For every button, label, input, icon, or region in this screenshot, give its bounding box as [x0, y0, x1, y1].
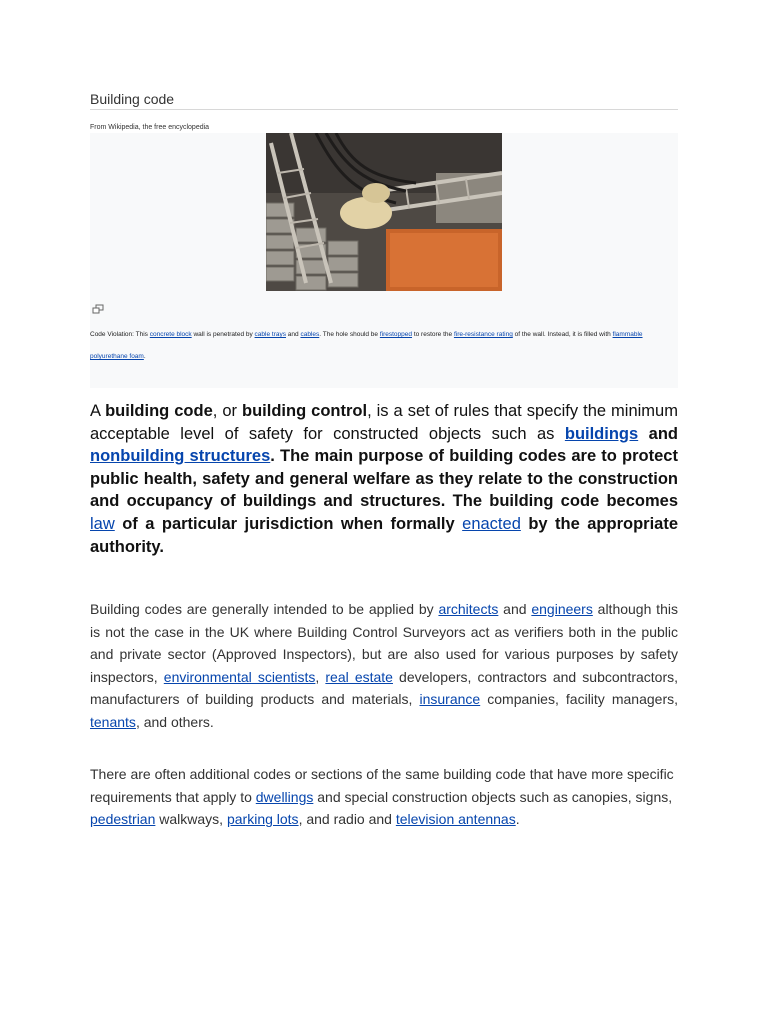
link-tenants[interactable]: tenants [90, 713, 136, 730]
body-text: , and radio and [298, 811, 396, 828]
enlarge-icon[interactable] [92, 301, 104, 311]
link-environmental-scientists[interactable]: environmental scientists [163, 668, 316, 685]
body-text: developers, contractors and subcontractors, manufacturers of building products and materials, [90, 668, 679, 708]
link-concrete-block[interactable]: concrete block [149, 331, 192, 338]
lead-paragraph [90, 400, 678, 558]
caption-text: . [143, 353, 146, 360]
lead-text: , or [212, 402, 242, 420]
caption-text: . The hole should be [319, 331, 380, 338]
link-firestopped[interactable]: firestopped [379, 331, 413, 338]
term-building-control: building control [242, 402, 368, 420]
figure-image[interactable] [266, 133, 502, 291]
caption-text: and [285, 331, 301, 338]
body-text: , [315, 668, 326, 685]
body-paragraph-1 [90, 598, 678, 734]
link-insurance[interactable]: insurance [419, 691, 481, 708]
lead-text: by the appropriate authority. [90, 514, 679, 556]
link-architects[interactable]: architects [438, 601, 499, 617]
link-parking-lots[interactable]: parking lots [226, 811, 299, 828]
body-text: Building codes are generally intended to be applied by [90, 601, 439, 617]
link-engineers[interactable]: engineers [531, 601, 593, 617]
lead-text: , is a set of rules that specify the minimum acceptable level of safety for constructed objects such as [90, 402, 678, 443]
link-cable-trays[interactable]: cable trays [254, 331, 286, 338]
lead-text: A [90, 402, 106, 420]
body-text: although this is not the case in the UK where Building Control Surveyors act as verifiers both in the public and private sector (Approved Inspectors), but are also used for various purposes by safety inspectors, [90, 601, 678, 685]
link-real-estate[interactable]: real estate [325, 668, 393, 685]
page-title: Building code [90, 91, 678, 110]
link-cables[interactable]: cables [300, 331, 320, 338]
figure-box [90, 133, 678, 388]
link-polyurethane-foam[interactable]: polyurethane foam [90, 353, 144, 360]
body-text: companies, facility managers, [480, 691, 679, 708]
link-buildings[interactable]: buildings [564, 424, 639, 443]
caption-text: to restore the [412, 331, 454, 338]
body-text: and special construction objects such as canopies, signs, [313, 788, 673, 805]
tagline: From Wikipedia, the free encyclopedia [90, 124, 210, 131]
body-text: and [498, 601, 532, 617]
link-law[interactable]: law [90, 514, 115, 533]
link-pedestrian[interactable]: pedestrian [90, 811, 156, 828]
body-text: There are often additional codes or sections of the same building code that have more specific requirements that apply to [90, 766, 674, 805]
link-enacted[interactable]: enacted [462, 514, 521, 533]
figure-caption [90, 324, 678, 368]
link-flammable[interactable]: flammable [612, 331, 643, 338]
wall-photo-illustration [266, 133, 502, 291]
lead-text: and [638, 424, 678, 443]
caption-text: Code Violation: This [90, 331, 150, 338]
link-fire-resistance-rating[interactable]: fire-resistance rating [453, 331, 513, 338]
body-text: . [515, 811, 520, 828]
lead-text: of a particular jurisdiction when formally [114, 514, 463, 533]
link-television-antennas[interactable]: television antennas [395, 811, 516, 828]
term-building-code: building code [105, 402, 213, 420]
lead-text: . The main purpose of building codes are to protect public health, safety and general welfare as they relate to the construction and occupancy of buildings and structures. The building code becomes [90, 447, 678, 511]
body-text: , and others. [135, 713, 214, 730]
caption-text: of the wall. Instead, it is filled with [512, 331, 613, 338]
link-nonbuilding-structures[interactable]: nonbuilding structures [90, 447, 271, 466]
caption-text: wall is penetrated by [191, 331, 255, 338]
body-paragraph-2 [90, 763, 678, 831]
body-text: walkways, [155, 811, 227, 828]
link-dwellings[interactable]: dwellings [255, 788, 314, 805]
